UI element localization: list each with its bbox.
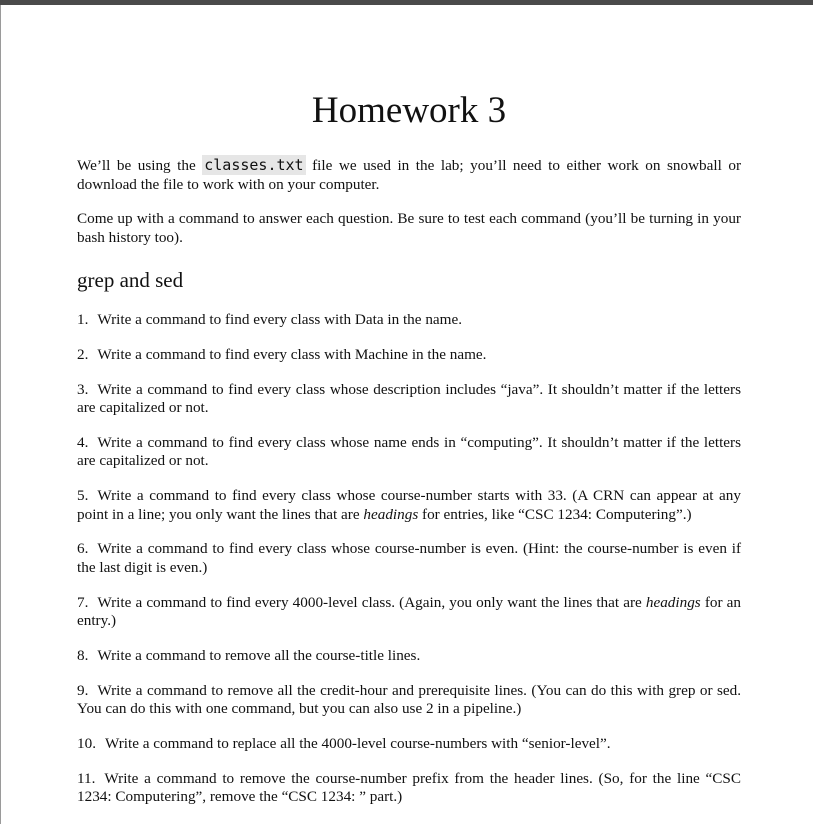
question-4 <box>77 434 741 471</box>
intro-1-post: file we used in the lab; you’ll need to either work on snowball or download the file to work with on your computer. <box>77 157 741 193</box>
question-number: 9. <box>77 681 89 699</box>
question-text: Write a command to remove all the course-title lines. <box>97 647 421 665</box>
question-text-post: for entries, like “CSC 1234: Computering”.) <box>418 505 692 523</box>
question-number: 7. <box>77 593 89 611</box>
question-number: 1. <box>77 311 89 328</box>
question-text-post: for an entry.) <box>77 593 741 630</box>
question-text-pre: Write a command to find every 4000-level class. (Again, you only want the lines that are <box>97 593 646 611</box>
document-title: Homework 3 <box>311 90 507 131</box>
question-text: Write a command to replace all the 4000-level course-numbers with “senior-level”. <box>104 735 611 753</box>
question-1 <box>77 311 741 330</box>
question-text-emphasis: headings <box>363 505 419 523</box>
question-text: Write a command to find every class whose name ends in “computing”. It shouldn’t matter if the letters are capitalized or not. <box>77 433 741 470</box>
question-6 <box>77 540 741 577</box>
question-text-pre: Write a command to find every class whose course-number starts with 33. (A CRN can appear at any point in a line; you only want the lines that are <box>77 487 741 523</box>
question-number: 4. <box>77 433 89 451</box>
question-5 <box>77 487 741 524</box>
filename-code: classes.txt <box>204 156 304 174</box>
question-number: 10. <box>77 735 96 753</box>
question-11 <box>77 770 741 807</box>
page-left-edge <box>0 5 1 824</box>
document-page <box>77 88 741 823</box>
question-text: Write a command to find every class with Machine in the name. <box>97 345 487 363</box>
question-text: Write a command to remove the course-number prefix from the header lines. (So, for the line “CSC 1234: Computering”, remove the “CSC 1234: ” part.) <box>77 769 741 806</box>
question-text: Write a command to find every class whose course-number is even. (Hint: the course-number is even if the last digit is even.) <box>77 540 741 576</box>
question-number: 6. <box>77 540 89 558</box>
question-3 <box>77 381 741 418</box>
question-number: 8. <box>77 647 89 665</box>
question-number: 5. <box>77 487 89 505</box>
question-10 <box>77 735 741 754</box>
question-text: Write a command to remove all the credit-hour and prerequisite lines. (You can do this with grep or sed. You can do this with one command, but you can also use 2 in a pipeline.) <box>77 681 741 718</box>
intro-paragraph-1 <box>77 156 741 194</box>
question-7 <box>77 594 741 631</box>
question-text: Write a command to find every class whose description includes “java”. It shouldn’t matter if the letters are capitalized or not. <box>77 380 741 417</box>
question-2 <box>77 346 741 365</box>
question-9 <box>77 682 741 719</box>
question-number: 2. <box>77 345 89 363</box>
question-number: 11. <box>77 769 96 787</box>
question-8 <box>77 647 741 666</box>
intro-1-pre: We’ll be using the <box>77 157 203 174</box>
question-text-emphasis: headings <box>645 593 701 611</box>
question-number: 3. <box>77 380 89 398</box>
section-heading-grep-sed: grep and sed <box>77 268 184 292</box>
viewer-top-bar <box>0 0 813 5</box>
question-text: Write a command to find every class with Data in the name. <box>97 311 463 328</box>
intro-paragraph-2: Come up with a command to answer each question. Be sure to test each command (you’ll be turning in your bash history too). <box>77 210 741 246</box>
